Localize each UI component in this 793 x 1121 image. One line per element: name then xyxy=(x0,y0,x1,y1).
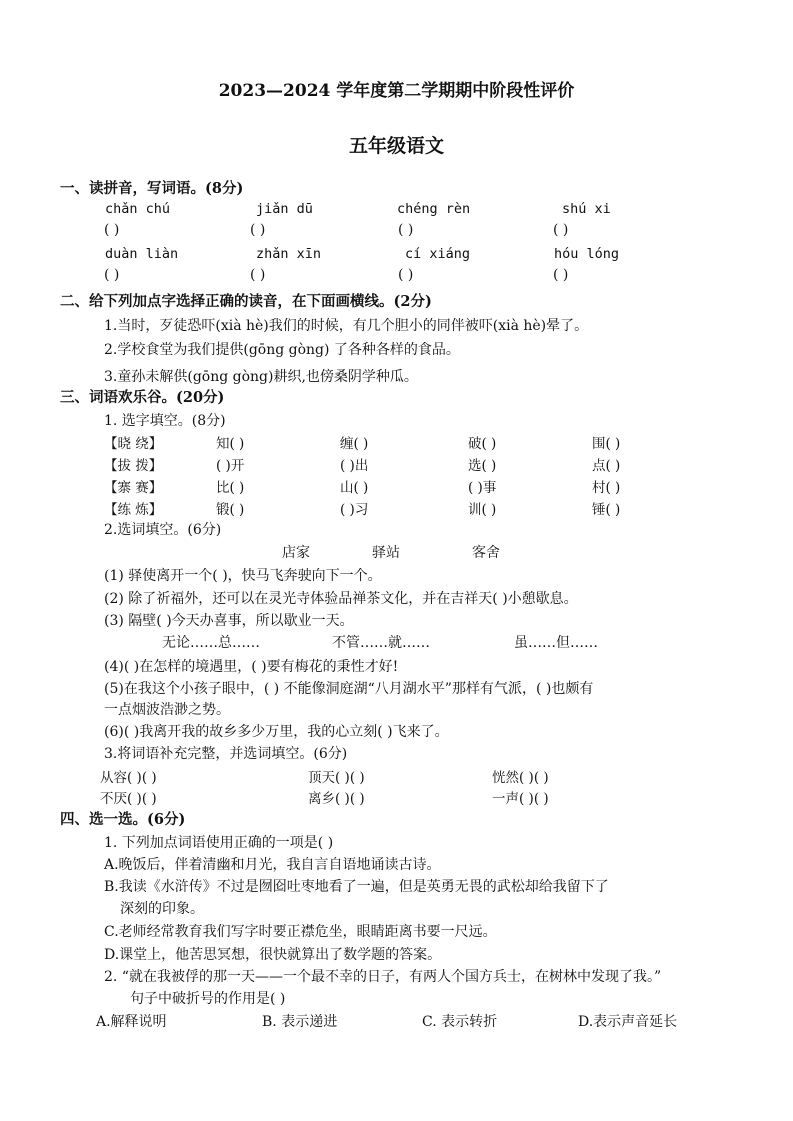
fill-cell[interactable]: 村( ) xyxy=(592,480,621,496)
fill-cell[interactable]: ( )事 xyxy=(468,480,497,496)
pinyin-item: duàn liàn xyxy=(105,246,179,262)
fill-cell[interactable]: ( )出 xyxy=(340,458,369,474)
fill-cell[interactable]: ( )开 xyxy=(216,458,245,474)
fill-cell[interactable]: 比( ) xyxy=(216,480,245,496)
question-label: 1. 选字填空。(8分) xyxy=(104,413,226,429)
section2-heading: 二、给下列加点字选择正确的读音，在下面画横线。(2分) xyxy=(60,293,432,310)
fill-cell[interactable]: 知( ) xyxy=(216,436,245,452)
section1-heading: 一、读拼音，写词语。(8分) xyxy=(60,180,244,197)
choice-option: D.表示声音延长 xyxy=(578,1014,678,1030)
fill-cell[interactable]: 缠( ) xyxy=(340,436,369,452)
option-c: C.老师经常教育我们写字时要正襟危坐，眼睛距离书要一尺远。 xyxy=(104,924,497,940)
idiom-fill[interactable]: 离乡( )( ) xyxy=(308,791,365,807)
word-choice: 店家 xyxy=(282,545,310,561)
fill-cell[interactable]: 选( ) xyxy=(468,458,497,474)
char-pair: 【拔 拨】 xyxy=(104,458,163,474)
pinyin-item: shú xi xyxy=(562,201,611,217)
question-item: (6)( )我离开我的故乡多少万里，我的心立刻( )飞来了。 xyxy=(104,724,449,740)
option-d: D.课堂上，他苦思冥想，很快就算出了数学题的答案。 xyxy=(104,947,442,963)
answer-blank[interactable]: ( ) xyxy=(398,222,414,238)
idiom-fill[interactable]: 一声( )( ) xyxy=(492,791,549,807)
conjunction-choice: 无论……总…… xyxy=(162,635,260,651)
pinyin-item: jiǎn dū xyxy=(256,201,313,217)
question-item: (2) 除了祈福外，还可以在灵光寺体验品禅茶文化，并在吉祥天( )小憩歇息。 xyxy=(104,591,578,607)
option-a: A.晚饭后，伴着清幽和月光，我自言自语地诵读古诗。 xyxy=(104,857,441,873)
answer-blank[interactable]: ( ) xyxy=(104,222,120,238)
choice-option: B. 表示递进 xyxy=(262,1014,338,1030)
question-item: (4)( )在怎样的境遇里，( )要有梅花的秉性才好! xyxy=(104,659,399,675)
option-b: B.我读《水浒传》不过是囫囵吐枣地看了一遍，但是英勇无畏的武松却给我留下了 xyxy=(104,879,609,895)
question-item: 2.学校食堂为我们提供(gōng gòng) 了各种各样的食品。 xyxy=(104,342,460,358)
option-b-continued: 深刻的印象。 xyxy=(120,901,204,917)
section3-heading: 三、词语欢乐谷。(20分) xyxy=(60,389,225,406)
question-label: 2.选词填空。(6分) xyxy=(104,522,222,538)
idiom-fill[interactable]: 顶天( )( ) xyxy=(308,770,365,786)
page-title: 2023—2024 学年度第二学期期中阶段性评价 xyxy=(218,81,575,101)
idiom-fill[interactable]: 恍然( )( ) xyxy=(492,770,549,786)
choice-option: C. 表示转折 xyxy=(422,1014,498,1030)
question-item: 2. “就在我被俘的那一天——一个最不幸的日子，有两人个国方兵士，在树林中发现了我。” xyxy=(104,969,662,985)
question-item: (3) 隔壁( )今天办喜事，所以歇业一天。 xyxy=(104,613,354,629)
fill-cell[interactable]: 山( ) xyxy=(340,480,369,496)
conjunction-choice: 不管……就…… xyxy=(332,635,430,651)
char-pair: 【晓 绕】 xyxy=(104,436,163,452)
question-item: (1) 驿使离开一个( )，快马飞奔驶向下一个。 xyxy=(104,568,382,584)
char-pair: 【练 炼】 xyxy=(104,502,163,518)
pinyin-item: cí xiáng xyxy=(405,246,471,262)
question-item: (5)在我这个小孩子眼中，( ) 不能像洞庭湖“八月湖水平”那样有气派，( )也颇有 xyxy=(104,681,594,697)
question-item: 3.童孙未解供(gōng gòng)耕织,也傍桑阴学种瓜。 xyxy=(104,369,418,385)
page-subtitle: 五年级语文 xyxy=(348,135,444,157)
fill-cell[interactable]: ( )习 xyxy=(340,502,369,518)
fill-cell[interactable]: 破( ) xyxy=(468,436,497,452)
answer-blank[interactable]: ( ) xyxy=(250,267,266,283)
fill-cell[interactable]: 锤( ) xyxy=(592,502,621,518)
word-choice: 客舍 xyxy=(472,545,500,561)
fill-cell[interactable]: 训( ) xyxy=(468,502,497,518)
fill-cell[interactable]: 围( ) xyxy=(592,436,621,452)
idiom-fill[interactable]: 不厌( )( ) xyxy=(100,791,157,807)
choice-option: A.解释说明 xyxy=(96,1014,167,1030)
pinyin-item: hóu lóng xyxy=(554,246,620,262)
answer-blank[interactable]: ( ) xyxy=(250,222,266,238)
question-label: 3.将词语补充完整，并选词填空。(6分) xyxy=(104,746,348,762)
pinyin-item: chéng rèn xyxy=(397,201,471,217)
char-pair: 【寨 赛】 xyxy=(104,480,163,496)
answer-blank[interactable]: ( ) xyxy=(398,267,414,283)
question-item-continued: 句子中破折号的作用是( ) xyxy=(130,991,286,1007)
conjunction-choice: 虽……但…… xyxy=(514,635,598,651)
pinyin-item: chǎn chú xyxy=(105,201,171,217)
question-item: 1. 下列加点词语使用正确的一项是( ) xyxy=(104,835,334,851)
answer-blank[interactable]: ( ) xyxy=(553,267,569,283)
question-item: 一点烟波浩渺之势。 xyxy=(104,702,230,718)
pinyin-item: zhǎn xīn xyxy=(256,246,322,262)
question-item: 1.当时，歹徒恐吓(xià hè)我们的时候，有几个胆小的同伴被吓(xià hè)晕了。 xyxy=(104,318,589,334)
fill-cell[interactable]: 锻( ) xyxy=(216,502,245,518)
idiom-fill[interactable]: 从容( )( ) xyxy=(100,770,157,786)
answer-blank[interactable]: ( ) xyxy=(104,267,120,283)
word-choice: 驿站 xyxy=(372,545,400,561)
fill-cell[interactable]: 点( ) xyxy=(592,458,621,474)
section4-heading: 四、选一选。(6分) xyxy=(60,811,186,828)
answer-blank[interactable]: ( ) xyxy=(553,222,569,238)
